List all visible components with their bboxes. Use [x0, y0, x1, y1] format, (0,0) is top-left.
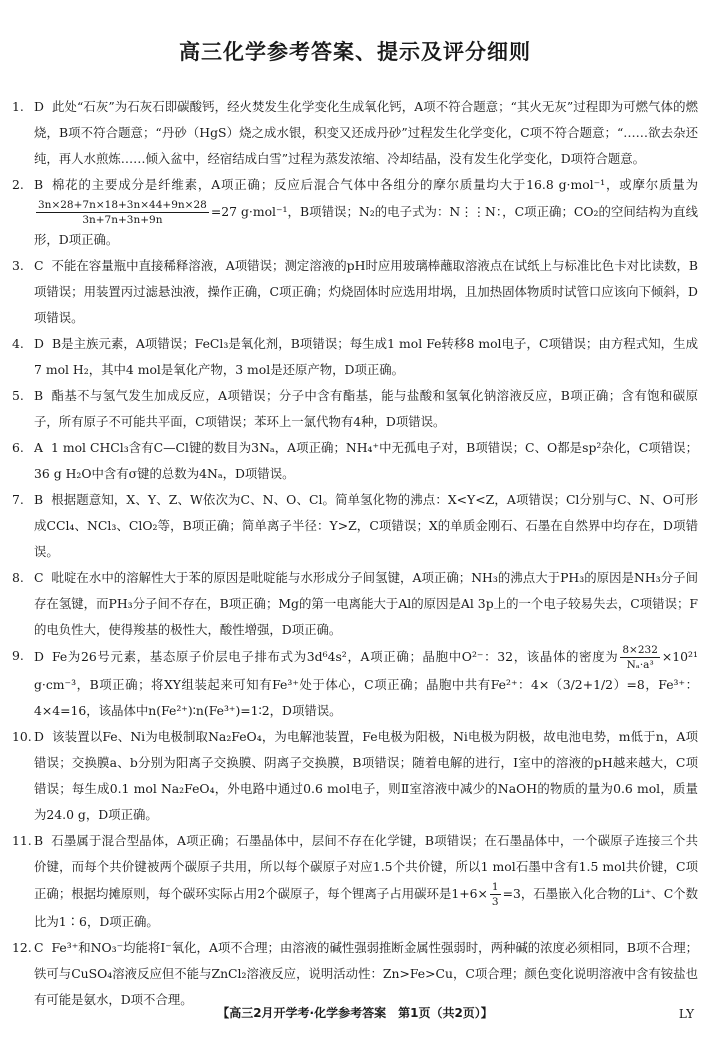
question-number: 8. — [12, 570, 24, 585]
page-footer: 【高三2月开学考·化学参考答案 第1页（共2页）】 — [217, 1006, 493, 1020]
answer-letter: D — [34, 729, 44, 744]
explanation-text: 酯基不与氢气发生加成反应，A项错误；分子中含有酯基，能与盐酸和氢氧化钠溶液反应，B项正确；含有饱和碳原子，所有原子不可能共平面，C项错误；苯环上一氯代物有4种，D项错误。 — [34, 388, 698, 429]
fraction-numerator: 3n×28+7n×18+3n×44+9n×28 — [38, 199, 207, 211]
answer-item — [12, 643, 698, 724]
explanation-text: 该装置以Fe、Ni为电极制取Na₂FeO₄，为电解池装置，Fe电极为阳极，Ni电极为阴极，故电池电势，m低于n，A项错误；交换膜a、b分别为阳离子交换膜、阴离子交换膜，B项错误；随着电解的进行，Ⅰ室中的溶液的pH越来越大，C项错误；每生成0.1 mol Na₂FeO₄，外电路中通过0.6 mol电子，则Ⅱ室溶液中减少的NaOH的物质的量为0.6 mol，质量为24.0 g，D项正确。 — [34, 729, 698, 822]
answer-item — [12, 94, 698, 172]
fraction — [36, 198, 209, 227]
explanation-text: Fe为26号元素，基态原子价层电子排布式为3d⁶4s²，A项正确；晶胞中O²⁻：32，该晶体的密度为 — [51, 649, 619, 664]
question-number: 1. — [12, 99, 24, 114]
question-number: 11. — [12, 833, 32, 848]
explanation-text: 石墨属于混合型晶体，A项正确；石墨晶体中，层间不存在化学键，B项错误；在石墨晶体中，一个碳原子连接三个共价键，而每个共价键被两个碳原子共用，所以每个碳原子对应1.5个共价键，所以1 mol石墨中含有1.5 mol共价键，C项正确；根据均摊原则，每个碳环实际占用2个碳原子，每个锂离子占用碳环是1+6× — [34, 833, 698, 901]
answer-item — [12, 383, 698, 435]
explanation-text-cont: =27 g·mol⁻¹，B项错误；N₂的电子式为：N⋮⋮N：，C项正确；CO₂的空间结构为直线形，D项正确。 — [34, 204, 698, 247]
answer-list — [12, 94, 698, 1013]
answer-item — [12, 331, 698, 383]
page-title: 高三化学参考答案、提示及评分细则 — [179, 40, 531, 64]
answer-item — [12, 828, 698, 935]
fraction — [490, 880, 501, 909]
question-number: 3. — [12, 258, 24, 273]
answer-letter: A — [34, 440, 43, 455]
question-number: 10. — [12, 729, 32, 744]
explanation-text: B是主族元素，A项错误；FeCl₃是氧化剂，B项错误；每生成1 mol Fe转移8 mol电子，C项错误；由方程式知，生成7 mol H₂，其中4 mol是氧化产物，3 mol是还原产物，D项正确。 — [34, 336, 698, 377]
answer-item — [12, 935, 698, 1013]
answer-letter: B — [34, 833, 44, 848]
answer-letter: D — [34, 99, 44, 114]
answer-letter: D — [34, 336, 44, 351]
question-number: 6. — [12, 440, 24, 455]
answer-item — [12, 565, 698, 643]
footer-tag: LY — [678, 1007, 694, 1021]
answer-letter: D — [34, 649, 44, 664]
answer-letter: C — [34, 258, 44, 273]
question-number: 2. — [12, 177, 24, 192]
explanation-text: 此处“石灰”为石灰石即碳酸钙，经火焚发生化学变化生成氧化钙，A项不符合题意；“其火无灰”过程即为可燃气体的燃烧，B项不符合题意；“丹砂（HgS）烧之成水银，积变又还成丹砂”过程发生化学变化，C项不符合题意；“……欲去杂还纯，再人水煎炼……倾入盆中，经宿结成白雪”过程为蒸发浓缩、冷却结晶，没有发生化学变化，D项符合题意。 — [34, 99, 698, 166]
question-number: 5. — [12, 388, 24, 403]
explanation-text-cont: =3，石墨嵌入化合物的Li⁺、C个数比为1∶6，D项正确。 — [34, 886, 698, 929]
explanation-text: 棉花的主要成分是纤维素，A项正确；反应后混合气体中各组分的摩尔质量均大于16.8 g·mol⁻¹，或摩尔质量为 — [51, 177, 698, 192]
answer-letter: B — [34, 388, 44, 403]
answer-item — [12, 253, 698, 331]
fraction-denominator: 3 — [491, 896, 499, 908]
answer-item — [12, 487, 698, 565]
answer-item — [12, 435, 698, 487]
answer-letter: B — [34, 492, 44, 507]
explanation-text: 吡啶在水中的溶解性大于苯的原因是吡啶能与水形成分子间氢键，A项正确；NH₃的沸点大于PH₃的原因是NH₃分子间存在氢键，而PH₃分子间不存在，B项正确；Mg的第一电离能大于Al的原因是Al 3p上的一个电子较易失去，C项错误；F的电负性大，使得羧基的极性大，酸性增强，D项正确。 — [34, 570, 698, 637]
explanation-text: 根据题意知，X、Y、Z、W依次为C、N、O、Cl。简单氢化物的沸点：X<Y<Z，A项错误；Cl分别与C、N、O可形成CCl₄、NCl₃、ClO₂等，B项正确；简单离子半径：Y>Z，C项错误；X的单质金刚石、石墨在自然界中均存在，D项错误。 — [34, 492, 698, 559]
fraction-numerator: 8×232 — [622, 644, 658, 656]
answer-letter: C — [34, 940, 44, 955]
fraction-denominator: 3n+7n+3n+9n — [82, 214, 163, 226]
answer-item — [12, 724, 698, 828]
explanation-text-cont: ×10²¹ g·cm⁻³，B项正确；将XY组装起来可知有Fe³⁺处于体心，C项正确；晶胞中共有Fe²⁺：4×（3/2+1/2）=8，Fe³⁺：4×4=16，该晶体中n(Fe²⁺)∶n(Fe³⁺)=1∶2，D项错误。 — [34, 649, 698, 718]
question-number: 7. — [12, 492, 24, 507]
question-number: 12. — [12, 940, 32, 955]
question-number: 4. — [12, 336, 24, 351]
explanation-text: 不能在容量瓶中直接稀释溶液，A项错误；测定溶液的pH时应用玻璃棒蘸取溶液点在试纸上与标准比色卡对比读数，B项错误；用装置丙过滤悬浊液，操作正确，C项正确；灼烧固体时应选用坩埚，且加热固体物质时试管口应该向下倾斜，D项错误。 — [34, 258, 698, 325]
fraction — [620, 643, 660, 672]
fraction-numerator: 1 — [491, 881, 499, 893]
answer-letter: B — [34, 177, 44, 192]
question-number: 9. — [12, 648, 24, 663]
explanation-text: 1 mol CHCl₃含有C—Cl键的数目为3Nₐ，A项正确；NH₄⁺中无孤电子对，B项错误；C、O都是sp²杂化，C项错误；36 g H₂O中含有σ键的总数为4Nₐ，D项错误。 — [34, 440, 698, 481]
answer-letter: C — [34, 570, 44, 585]
fraction-denominator: Nₐ·a³ — [626, 659, 654, 671]
answer-item — [12, 172, 698, 253]
explanation-text: Fe³⁺和NO₃⁻均能将I⁻氧化，A项不合理；由溶液的碱性强弱推断金属性强弱时，两种碱的浓度必须相同，B项不合理；铁可与CuSO₄溶液反应但不能与ZnCl₂溶液反应，说明活动性：Zn>Fe>Cu，C项合理；颜色变化说明溶液中含有铵盐也有可能是氨水，D项不合理。 — [34, 940, 698, 1007]
